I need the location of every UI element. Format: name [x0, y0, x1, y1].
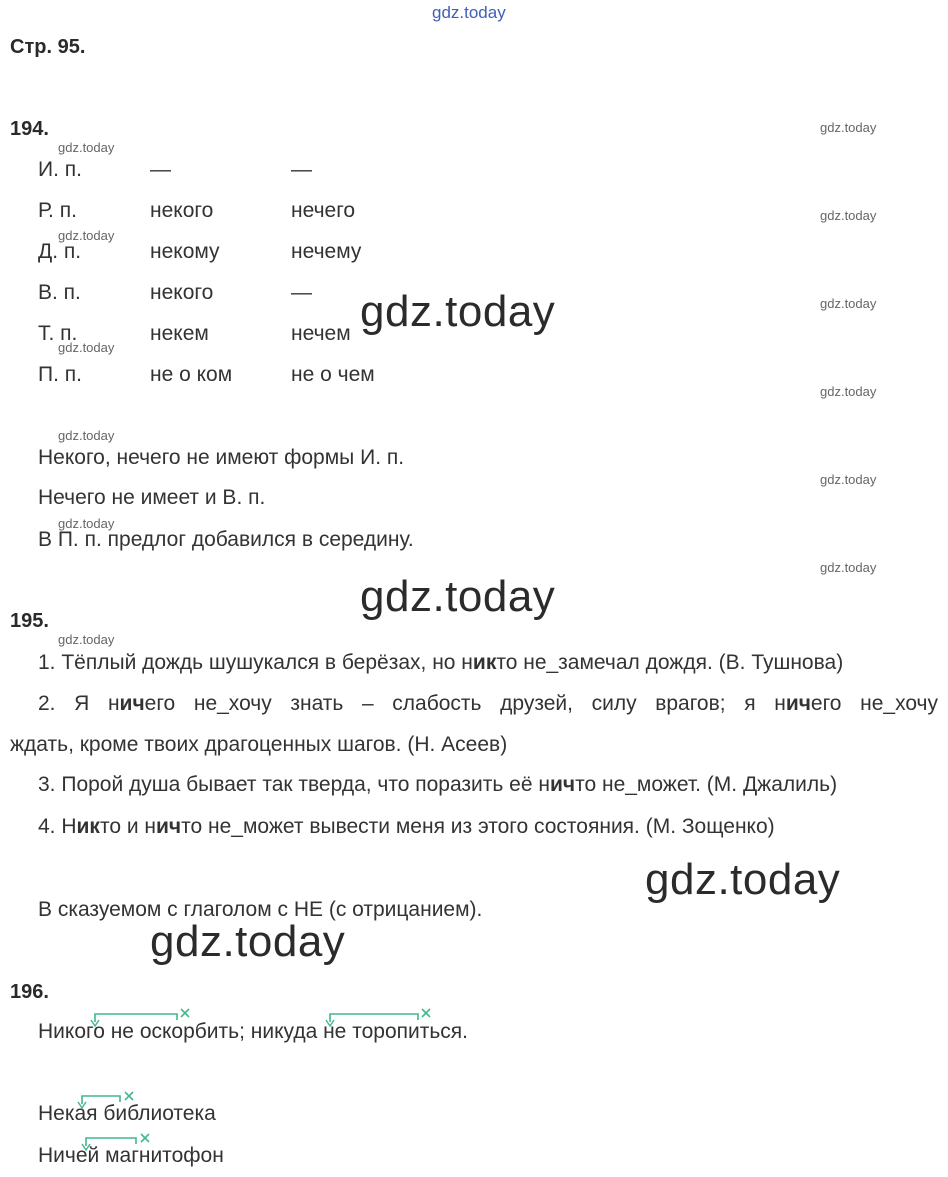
sentence-2-continued: ждать, кроме твоих драгоценных шагов. (Н. Асеев) [10, 733, 508, 756]
big-watermark: gdz.today [645, 855, 841, 904]
small-watermark: gdz.today [58, 632, 115, 647]
pronoun-chego: — [291, 158, 312, 181]
note-line: Нечего не имеет и В. п. [38, 486, 266, 509]
small-watermark: gdz.today [58, 428, 115, 443]
prefix-bracket-mark [76, 1132, 156, 1152]
page-label: Стр. 95. [10, 36, 86, 58]
pronoun-chego: нечем [291, 322, 351, 345]
pronoun-chego: нечего [291, 199, 356, 222]
pronoun-chego: нечему [291, 240, 362, 263]
exercise-195-number: 195. [10, 610, 49, 632]
sentence-3: 3. Порой душа бывает так тверда, что поразить её ничто не_может. (М. Джалиль) [38, 773, 838, 796]
big-watermark: gdz.today [360, 287, 556, 336]
exercise-194-number: 194. [10, 118, 49, 140]
pronoun-chego: не о чем [291, 363, 375, 386]
small-watermark: gdz.today [58, 340, 115, 355]
small-watermark: gdz.today [820, 472, 877, 487]
pronoun-kogo: некого [150, 281, 214, 304]
prefix-bracket-mark [320, 1006, 435, 1028]
pronoun-kogo: не о ком [150, 363, 233, 386]
sentence-1: 1. Тёплый дождь шушукался в берёзах, но никто не_замечал дождя. (В. Тушнова) [38, 651, 844, 674]
case-label: В. п. [38, 281, 81, 304]
pronoun-kogo: некому [150, 240, 220, 263]
note-line: В П. п. предлог добавился в середину. [38, 528, 414, 551]
exercise-196-number: 196. [10, 981, 49, 1003]
phrase-line: Никого не оскорбить; никуда не торопиться. [38, 1020, 468, 1043]
sentence-2: 2. Я ничего не_хочу знать – слабость друзей, силу врагов; я ничего не_хочу [38, 692, 938, 715]
small-watermark: gdz.today [58, 228, 115, 243]
case-label: И. п. [38, 158, 82, 181]
note-line: Некого, нечего не имеют формы И. п. [38, 446, 405, 469]
small-watermark: gdz.today [58, 516, 115, 531]
small-watermark: gdz.today [820, 208, 877, 223]
prefix-bracket-mark [72, 1090, 142, 1110]
case-label: Т. п. [38, 322, 78, 345]
pronoun-chego: — [291, 281, 312, 304]
phrase-line: Ничей магнитофон [38, 1144, 224, 1167]
prefix-bracket-mark [85, 1006, 195, 1028]
top-watermark: gdz.today [432, 3, 506, 22]
small-watermark: gdz.today [820, 296, 877, 311]
pronoun-kogo: — [150, 158, 171, 181]
small-watermark: gdz.today [820, 120, 877, 135]
pronoun-kogo: некого [150, 199, 214, 222]
pronoun-kogo: некем [150, 322, 209, 345]
case-label: П. п. [38, 363, 82, 386]
small-watermark: gdz.today [820, 384, 877, 399]
case-label: Д. п. [38, 240, 82, 263]
conclusion-line: В сказуемом с глаголом с НЕ (с отрицанием). [38, 898, 483, 921]
small-watermark: gdz.today [820, 560, 877, 575]
phrase-line: Некая библиотека [38, 1102, 216, 1125]
big-watermark: gdz.today [360, 572, 556, 621]
sentence-4: 4. Никто и ничто не_может вывести меня из этого состояния. (М. Зощенко) [38, 815, 775, 838]
big-watermark: gdz.today [150, 917, 346, 966]
small-watermark: gdz.today [58, 140, 115, 155]
case-label: Р. п. [38, 199, 77, 222]
